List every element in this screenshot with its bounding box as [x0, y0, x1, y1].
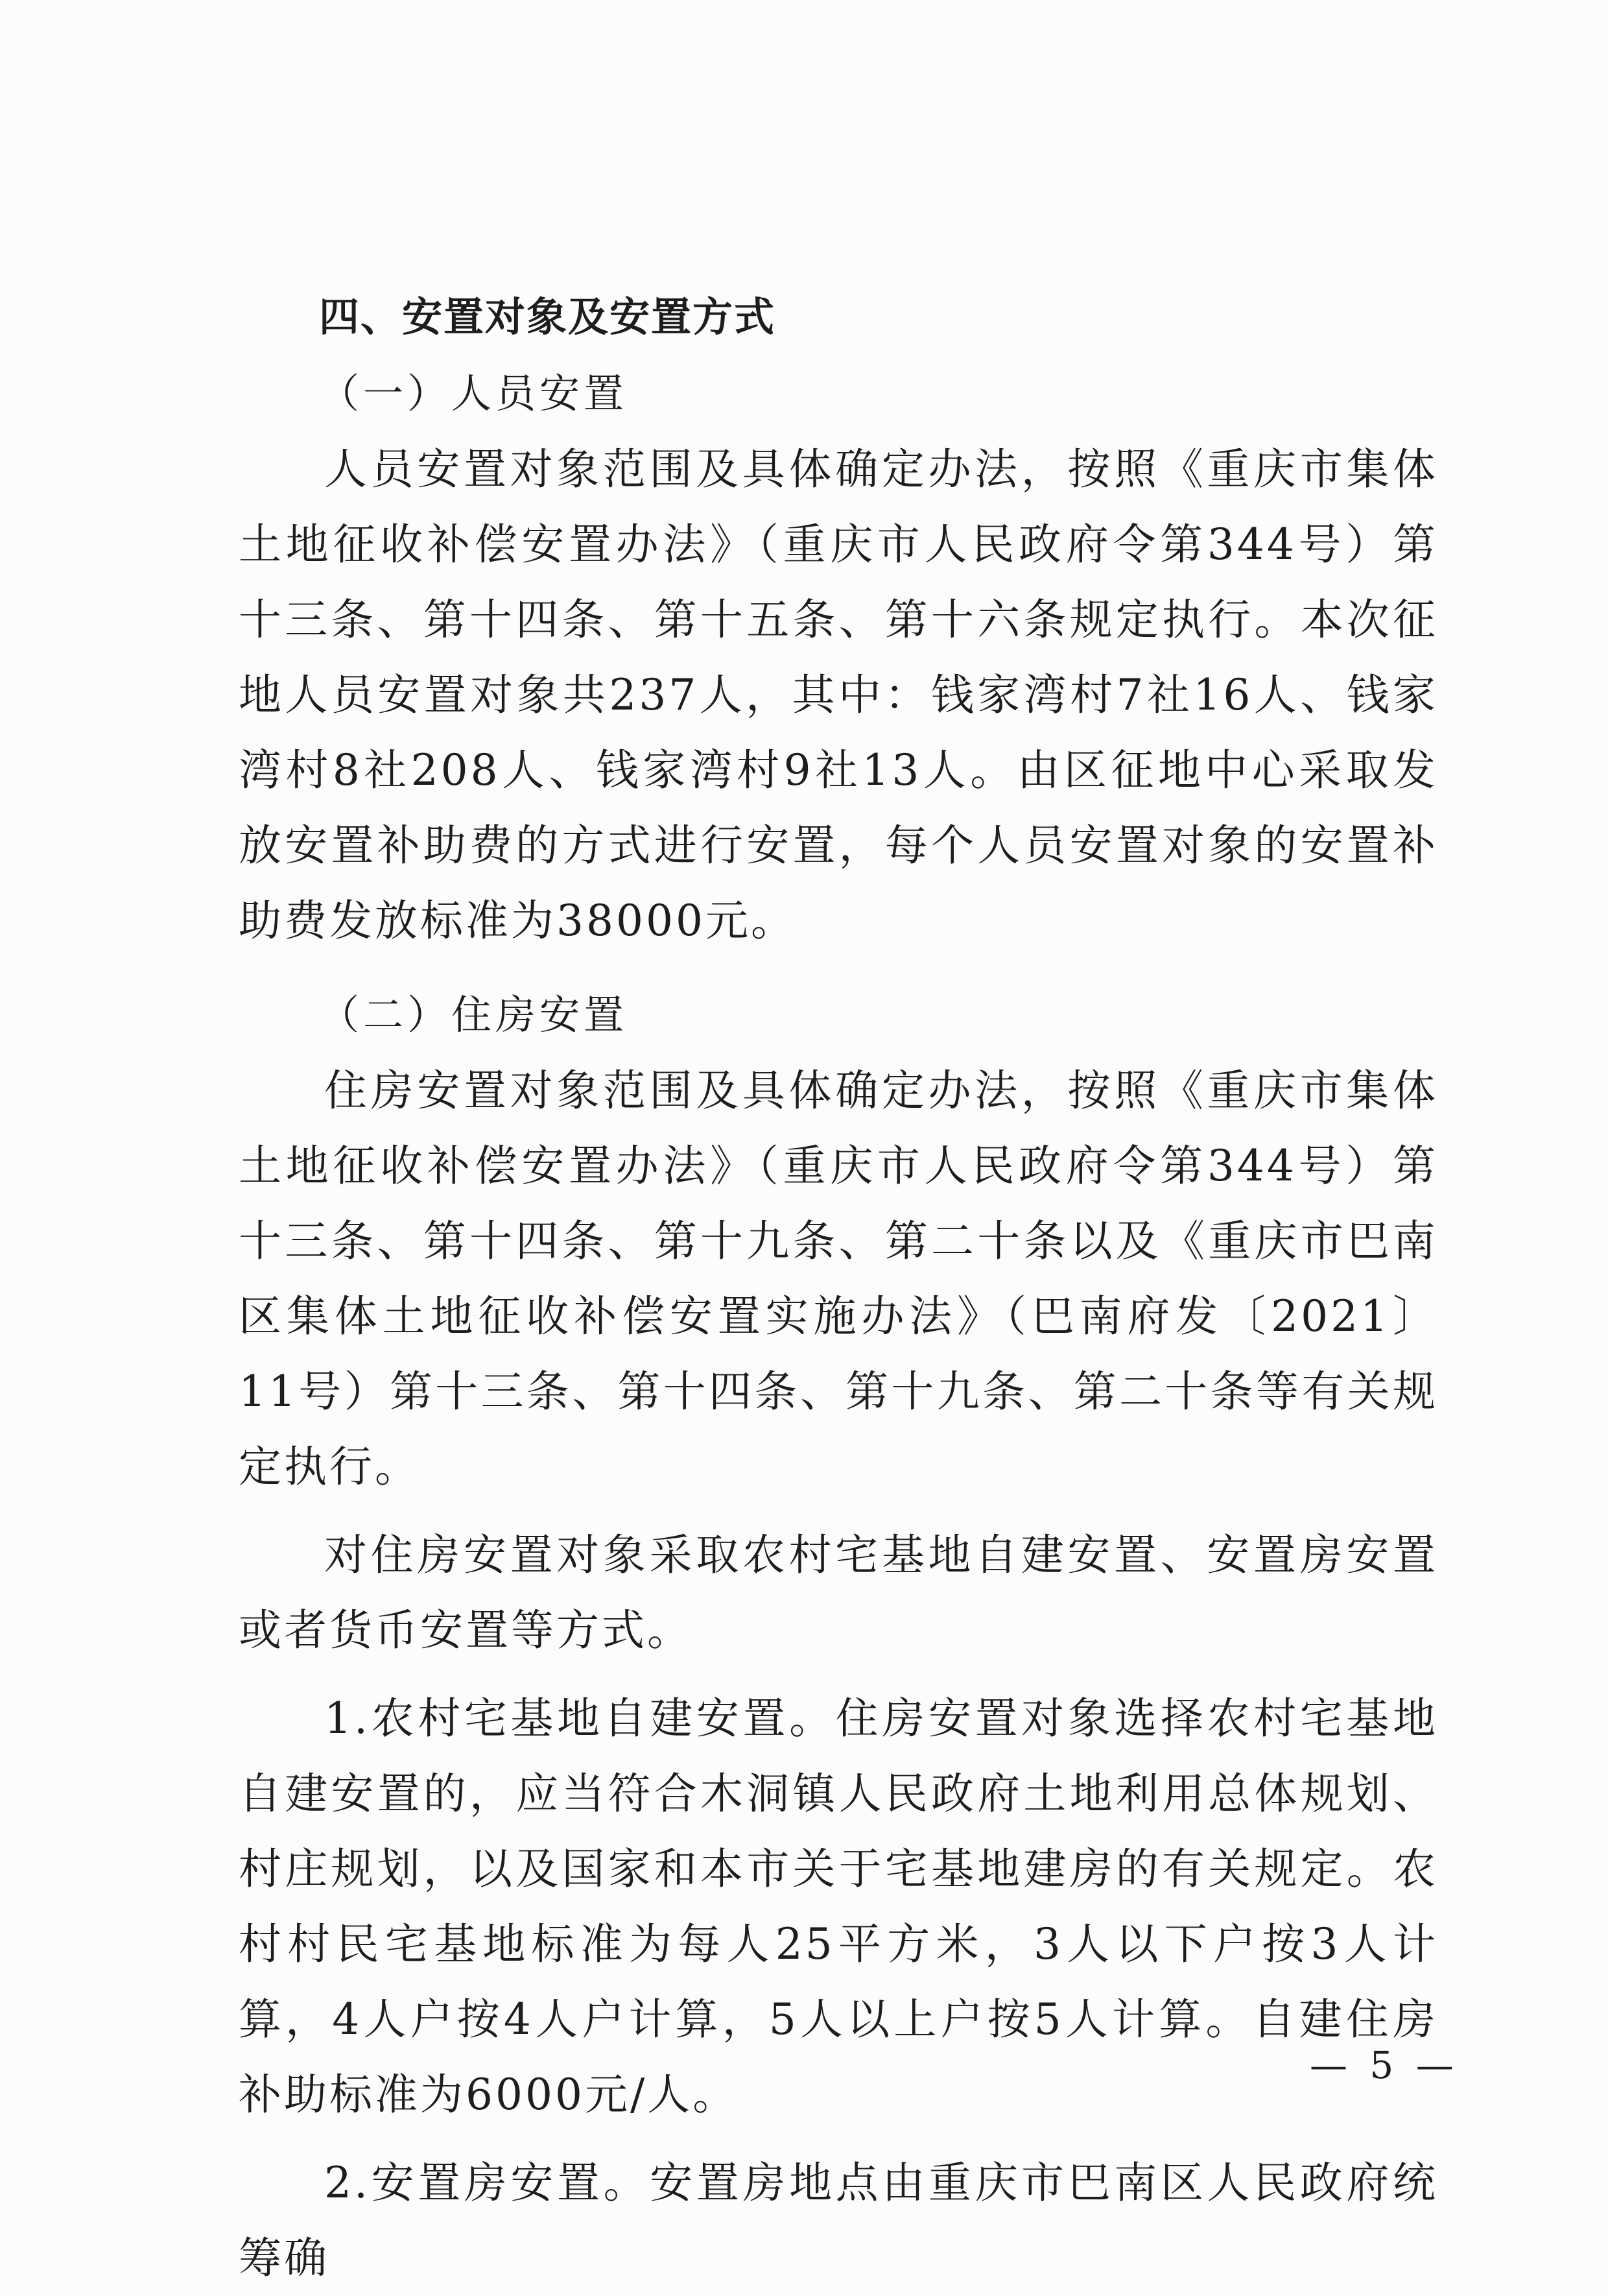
subsection-title-personnel: （一）人员安置 — [319, 370, 628, 417]
page-number: — 5 — — [1310, 2043, 1459, 2087]
paragraph-housing-scope: 住房安置对象范围及具体确定办法，按照《重庆市集体土地征收补偿安置办法》（重庆市人民政府令第344号）第十三条、第十四条、第十九条、第二十条以及《重庆市巴南区集体土地征收补偿安置实施办法》（巴南府发〔2021〕11号）第十三条、第十四条、第十九条、第二十条等有关规定执行。 — [239, 1066, 1438, 1492]
section-heading: 四、安置对象及安置方式 — [319, 293, 776, 341]
paragraph-personnel: 人员安置对象范围及具体确定办法，按照《重庆市集体土地征收补偿安置办法》（重庆市人民政府令第344号）第十三条、第十四条、第十五条、第十六条规定执行。本次征地人员安置对象共237人，其中：钱家湾村7社16人、钱家湾村8社208人、钱家湾村9社13人。由区征地中心采取发放安置补助费的方式进行安置，每个人员安置对象的安置补助费发放标准为38000元。 — [239, 444, 1438, 946]
paragraph-homestead-selfbuild: 1.农村宅基地自建安置。住房安置对象选择农村宅基地自建安置的，应当符合木洞镇人民政府土地利用总体规划、村庄规划，以及国家和本市关于宅基地建房的有关规定。农村村民宅基地标准为每人25平方米，3人以下户按3人计算，4人户按4人户计算，5人以上户按5人计算。自建住房补助标准为6000元/人。 — [239, 1693, 1438, 2120]
paragraph-resettlement-housing: 2.安置房安置。安置房地点由重庆市巴南区人民政府统筹确 — [239, 2158, 1438, 2283]
document-body — [239, 279, 1438, 2296]
paragraph-housing-methods: 对住房安置对象采取农村宅基地自建安置、安置房安置或者货币安置等方式。 — [239, 1530, 1438, 1655]
subsection-title-housing: （二）住房安置 — [319, 991, 628, 1038]
